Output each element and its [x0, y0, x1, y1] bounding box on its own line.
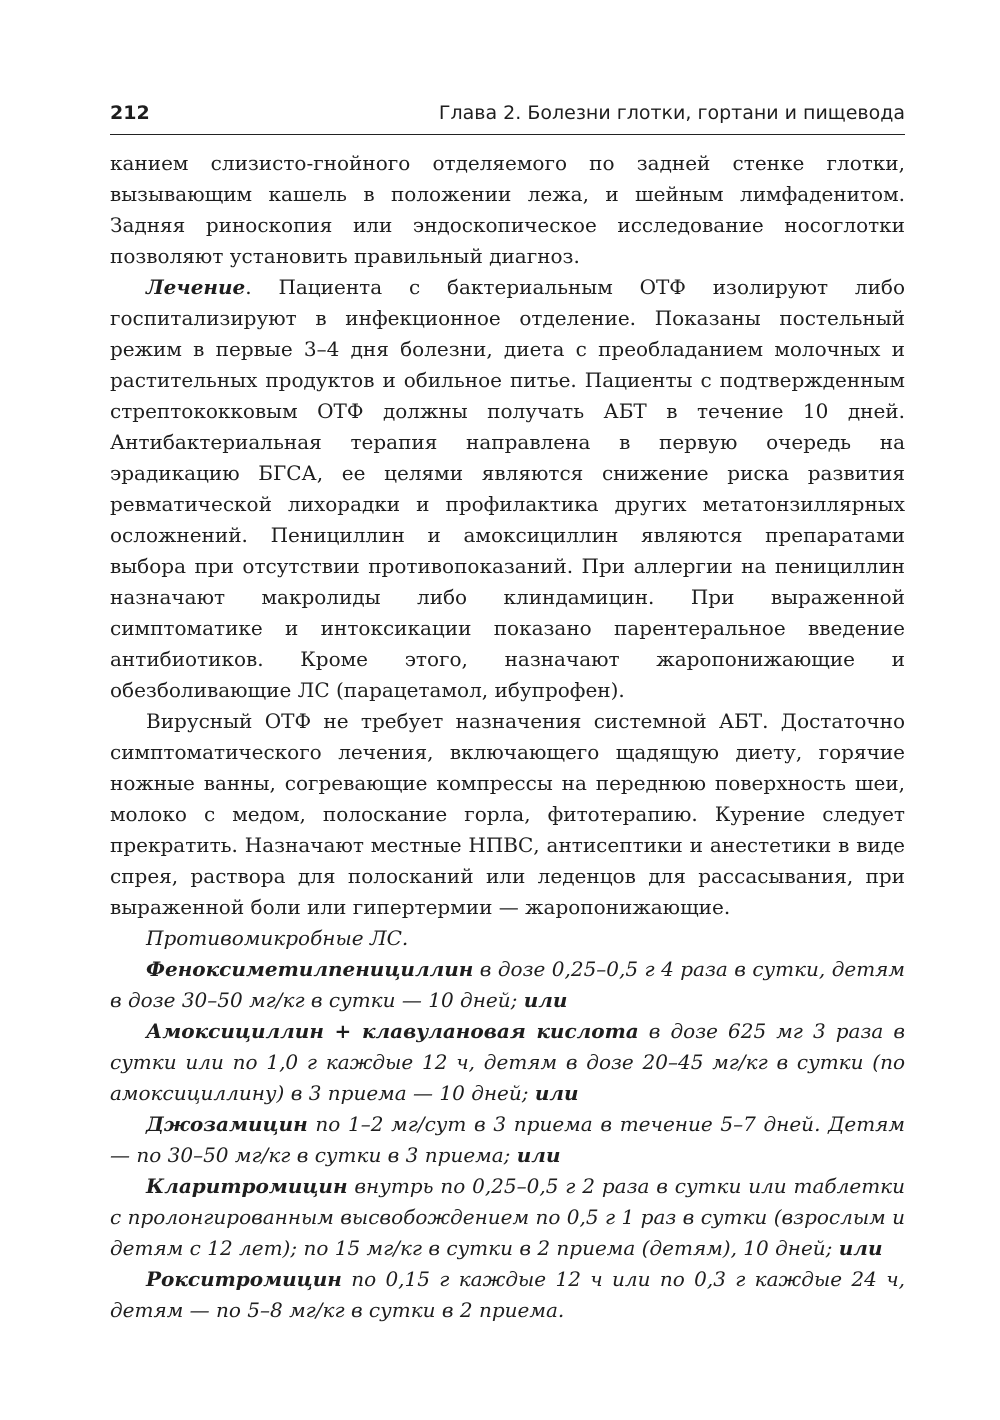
prescription-item — [110, 1264, 905, 1326]
dosage-text: внутрь по 0,25–0,5 г 2 раза в сутки или таблетки с пролонгированным высвобождением по 0,5 г 1 раз в сутки (взрослым и детям с 12 лет); по 15 мг/кг в сутки в 2 приема (детям), 10 дней; — [110, 1174, 905, 1260]
conjunction: или — [838, 1236, 883, 1260]
dosage-text: по 1–2 мг/сут в 3 приема в течение 5–7 дней. Детям — по 30–50 мг/кг в сутки в 3 приема; — [110, 1112, 905, 1167]
dosage-text: по 0,15 г каждые 12 ч или по 0,3 г каждые 24 ч, детям — по 5–8 мг/кг в сутки в 2 приема. — [110, 1267, 905, 1322]
dosage-text: в дозе 625 мг 3 раза в сутки или по 1,0 г каждые 12 ч, детям в дозе 20–45 мг/кг в сутки (по амоксициллину) в 3 приема — 10 дней; — [110, 1019, 905, 1105]
prescription-item — [110, 954, 905, 1016]
prescription-list — [110, 954, 905, 1326]
paragraph-treatment — [110, 272, 905, 706]
page-number: 212 — [110, 102, 150, 124]
treatment-text: . Пациента с бактериальным ОТФ изолируют либо госпитализируют в инфекционное отделение. Показаны постельный режим в первые 3–4 дня болезни, диета с преобладанием молочных и растительных продуктов и обильное питье. Пациенты с подтвержденным стрептококковым ОТФ должны получать АБТ в течение 10 дней. Антибактериальная терапия направлена в первую очередь на эрадикацию БГСА, ее целями являются снижение риска развития ревматической лихорадки и профилактика других метатонзиллярных осложнений. Пенициллин и амоксициллин являются препаратами выбора при отсутствии противопоказаний. При аллергии на пенициллин назначают макролиды либо клиндамицин. При выраженной симптоматике и интоксикации показано парентеральное введение антибиотиков. Кроме этого, назначают жаропонижающие и обезболивающие ЛС (парацетамол, ибупрофен). — [110, 275, 905, 702]
page-body — [110, 148, 905, 1326]
chapter-title: Глава 2. Болезни глотки, гортани и пищевода — [438, 102, 905, 124]
conjunction: или — [516, 1143, 561, 1167]
conjunction: или — [534, 1081, 579, 1105]
prescription-item — [110, 1171, 905, 1264]
dosage-text: в дозе 0,25–0,5 г 4 раза в сутки, детям в дозе 30–50 мг/кг в сутки — 10 дней; — [110, 957, 905, 1012]
prescription-item — [110, 1109, 905, 1171]
drug-name: Кларитромицин — [146, 1174, 348, 1198]
running-header — [110, 100, 905, 135]
drug-name: Джозамицин — [146, 1112, 308, 1136]
prescription-item — [110, 1016, 905, 1109]
drug-name: Амоксициллин + клавулановая кислота — [146, 1019, 639, 1043]
conjunction: или — [523, 988, 568, 1012]
drug-name: Рокситромицин — [146, 1267, 342, 1291]
treatment-lead: Лечение — [146, 275, 246, 299]
paragraph-continuation: канием слизисто-гнойного отделяемого по задней стенке глотки, вызывающим кашель в положении лежа, и шейным лимфаденитом. Задняя риноскопия или эндоскопическое исследование носоглотки позволяют установить правильный диагноз. — [110, 151, 905, 268]
antimicrobial-heading: Противомикробные ЛС. — [146, 926, 409, 950]
drug-name: Феноксиметилпенициллин — [146, 957, 474, 981]
paragraph-viral: Вирусный ОТФ не требует назначения системной АБТ. Достаточно симптоматического лечения, включающего щадящую диету, горячие ножные ванны, согревающие компрессы на переднюю поверхность шеи, молоко с медом, полоскание горла, фитотерапию. Курение следует прекратить. Назначают местные НПВС, антисептики и анестетики в виде спрея, раствора для полосканий или леденцов для рассасывания, при выраженной боли или гипертермии — жаропонижающие. — [110, 709, 905, 919]
